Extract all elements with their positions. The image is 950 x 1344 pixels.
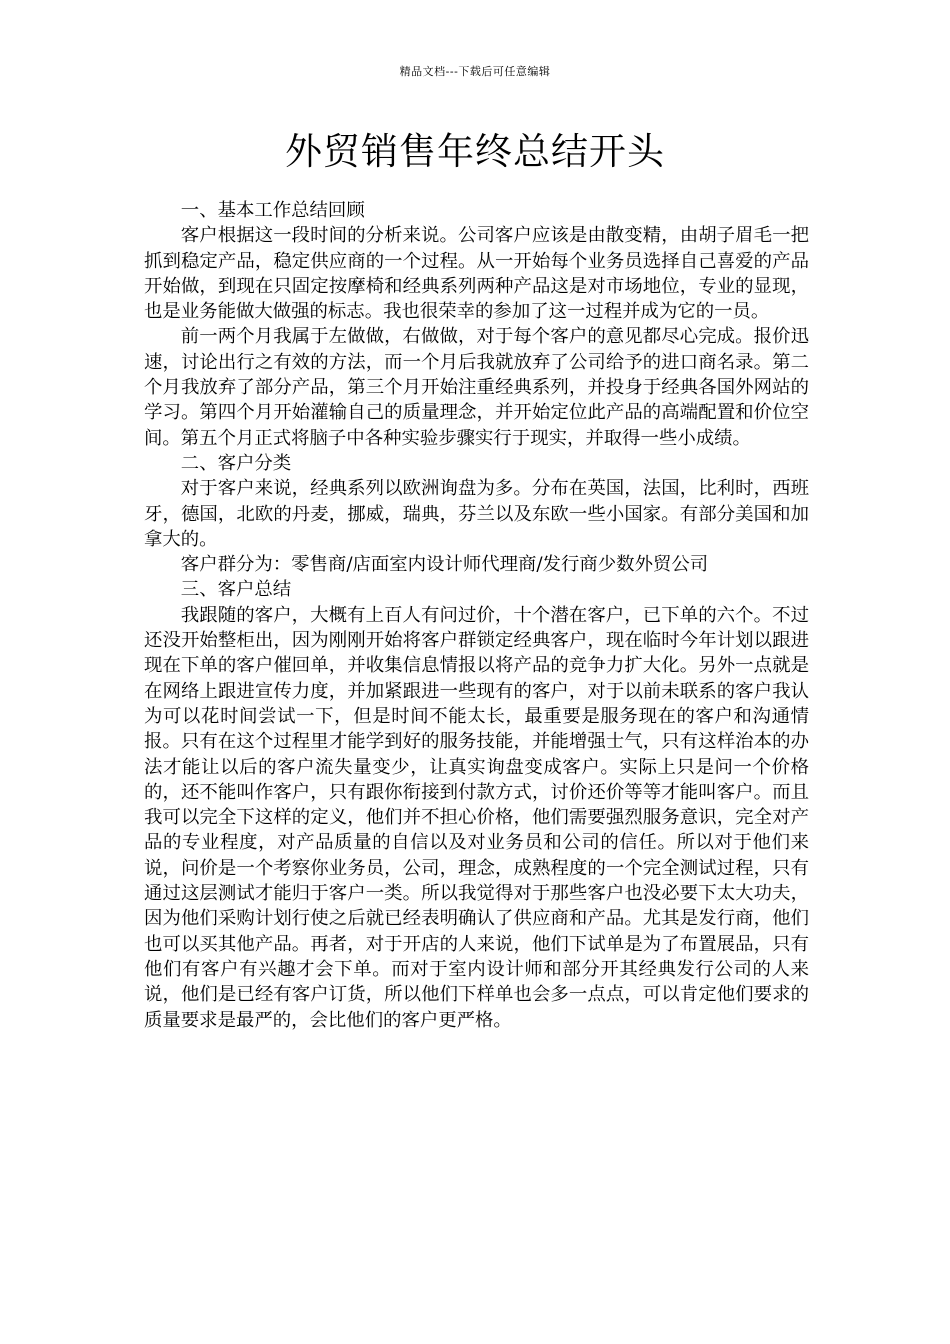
- paragraph: 客户群分为：零售商/店面室内设计师代理商/发行商少数外贸公司: [180, 554, 709, 576]
- paragraph: 前一两个月我属于左做做，右做做，对于每个客户的意见都尽心完成。报价迅速，讨论出行之有效的方法，而一个月后我就放弃了公司给予的进口商名录。第二个月我放弃了部分产品，第三个月开始注重经典系列，并投身于经典各国外网站的学习。第四个月开始灌输自己的质量理念，并开始定位此产品的高端配置和价位空间。第五个月正式将脑子中各种实验步骤实行于现实，并取得一些小成绩。: [144, 326, 809, 449]
- section-heading-3: 三、客户总结: [180, 579, 292, 601]
- header-note: 精品文档---下载后可任意编辑: [399, 65, 551, 78]
- paragraph: 我跟随的客户，大概有上百人有问过价，十个潜在客户，已下单的六个。不过还没开始整柜出，因为刚刚开始将客户群锁定经典客户，现在临时今年计划以跟进现在下单的客户催回单，并收集信息情报以将产品的竞争力扩大化。另外一点就是在网络上跟进宣传力度，并加紧跟进一些现有的客户，对于以前未联系的客户我认为可以花时间尝试一下，但是时间不能太长，最重要是服务现在的客户和沟通情报。只有在这个过程里才能学到好的服务技能，并能增强士气，只有这样治本的办法才能让以后的客户流失量变少，让真实询盘变成客户。实际上只是问一个价格的，还不能叫作客户，只有跟你衔接到付款方式，讨价还价等等才能叫客户。而且我可以完全下这样的定义，他们并不担心价格，他们需要强烈服务意识，完全对产品的专业程度，对产品质量的自信以及对业务员和公司的信任。所以对于他们来说，问价是一个考察你业务员，公司，理念，成熟程度的一个完全测试过程，只有通过这层测试才能归于客户一类。所以我觉得对于那些客户也没必要下太大功夫，因为他们采购计划行使之后就已经表明确认了供应商和产品。尤其是发行商，他们也可以买其他产品。再者，对于开店的人来说，他们下试单是为了布置展品，只有他们有客户有兴趣才会下单。而对于室内设计师和部分开其经典发行公司的人来说，他们是已经有客户订货，所以他们下样单也会多一点点，可以肯定他们要求的质量要求是最严的，会比他们的客户更严格。: [144, 604, 809, 1031]
- document-body: [144, 198, 809, 1033]
- section-heading-2: 二、客户分类: [180, 452, 292, 474]
- paragraph: 客户根据这一段时间的分析来说。公司客户应该是由散变精，由胡子眉毛一把抓到稳定产品，稳定供应商的一个过程。从一开始每个业务员选择自己喜爱的产品开始做，到现在只固定按摩椅和经典系列两种产品这是对市场地位，专业的显现，也是业务能做大做强的标志。我也很荣幸的参加了这一过程并成为它的一员。: [144, 225, 809, 323]
- document-title: 外贸销售年终总结开头: [285, 130, 665, 173]
- section-heading-1: 一、基本工作总结回顾: [180, 200, 365, 221]
- paragraph: 对于客户来说，经典系列以欧洲询盘为多。分布在英国，法国，比利时，西班牙，德国，北欧的丹麦，挪威，瑞典，芬兰以及东欧一些小国家。有部分美国和加拿大的。: [144, 478, 809, 550]
